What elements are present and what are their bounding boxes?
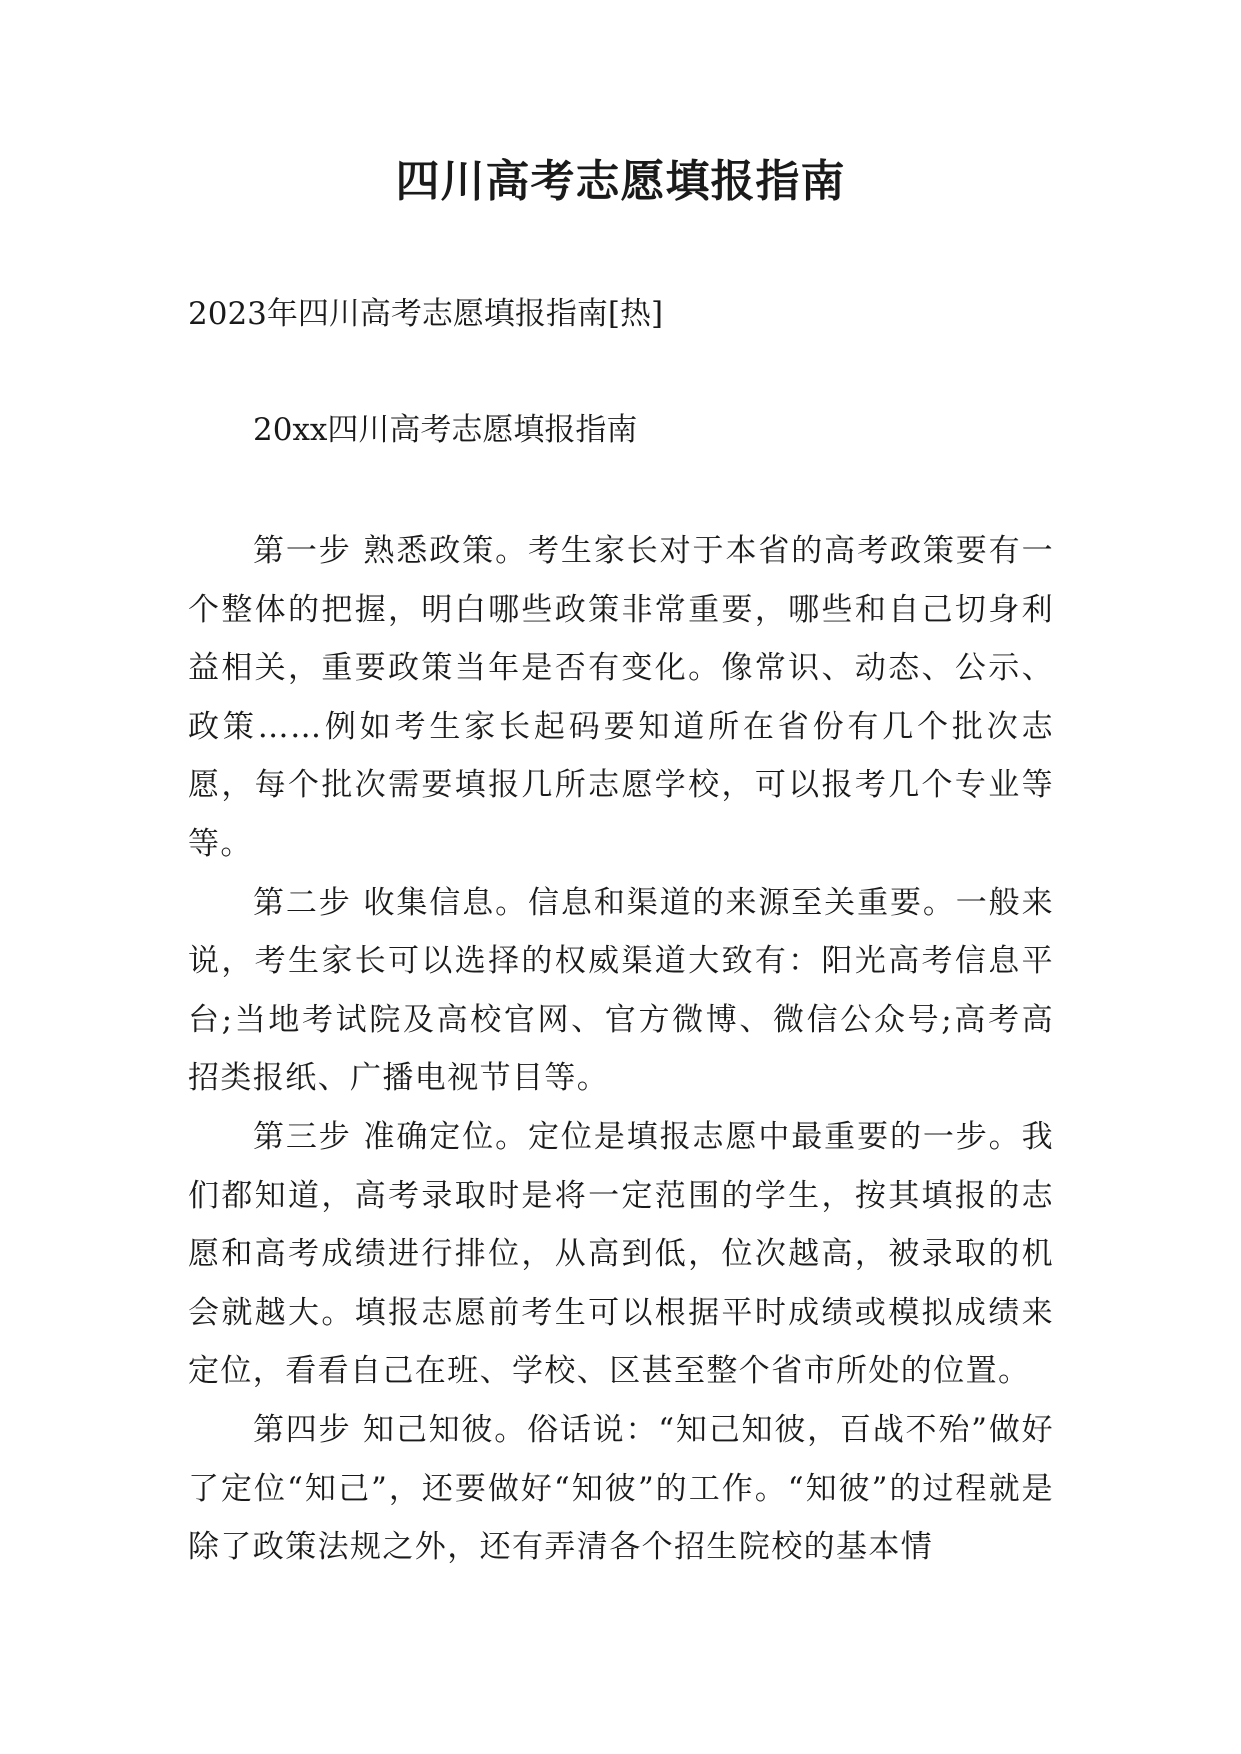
body-text xyxy=(188,522,1054,1577)
paragraph-step-1: 第一步 熟悉政策。考生家长对于本省的高考政策要有一个整体的把握，明白哪些政策非常重要，哪些和自己切身利益相关，重要政策当年是否有变化。像常识、动态、公示、政策……例如考生家长起码要知道所在省份有几个批次志愿，每个批次需要填报几所志愿学校，可以报考几个专业等等。 xyxy=(188,533,1054,862)
document-subtitle: 2023年四川高考志愿填报指南[热] xyxy=(188,296,664,332)
paragraph-step-2: 第二步 收集信息。信息和渠道的来源至关重要。一般来说，考生家长可以选择的权威渠道大致有：阳光高考信息平台;当地考试院及高校官网、官方微博、微信公众号;高考高招类报纸、广播电视节目等。 xyxy=(188,884,1054,1097)
paragraph-step-4: 第四步 知己知彼。俗话说：“知己知彼，百战不殆”做好了定位“知己”，还要做好“知彼”的工作。“知彼”的过程就是除了政策法规之外，还有弄清各个招生院校的基本情 xyxy=(188,1411,1054,1566)
page-title: 四川高考志愿填报指南 xyxy=(395,156,846,207)
section-heading: 20xx四川高考志愿填报指南 xyxy=(253,412,638,448)
paragraph-step-3: 第三步 准确定位。定位是填报志愿中最重要的一步。我们都知道，高考录取时是将一定范围的学生，按其填报的志愿和高考成绩进行排位，从高到低，位次越高，被录取的机会就越大。填报志愿前考生可以根据平时成绩或模拟成绩来定位，看看自己在班、学校、区甚至整个省市所处的位置。 xyxy=(188,1118,1054,1390)
